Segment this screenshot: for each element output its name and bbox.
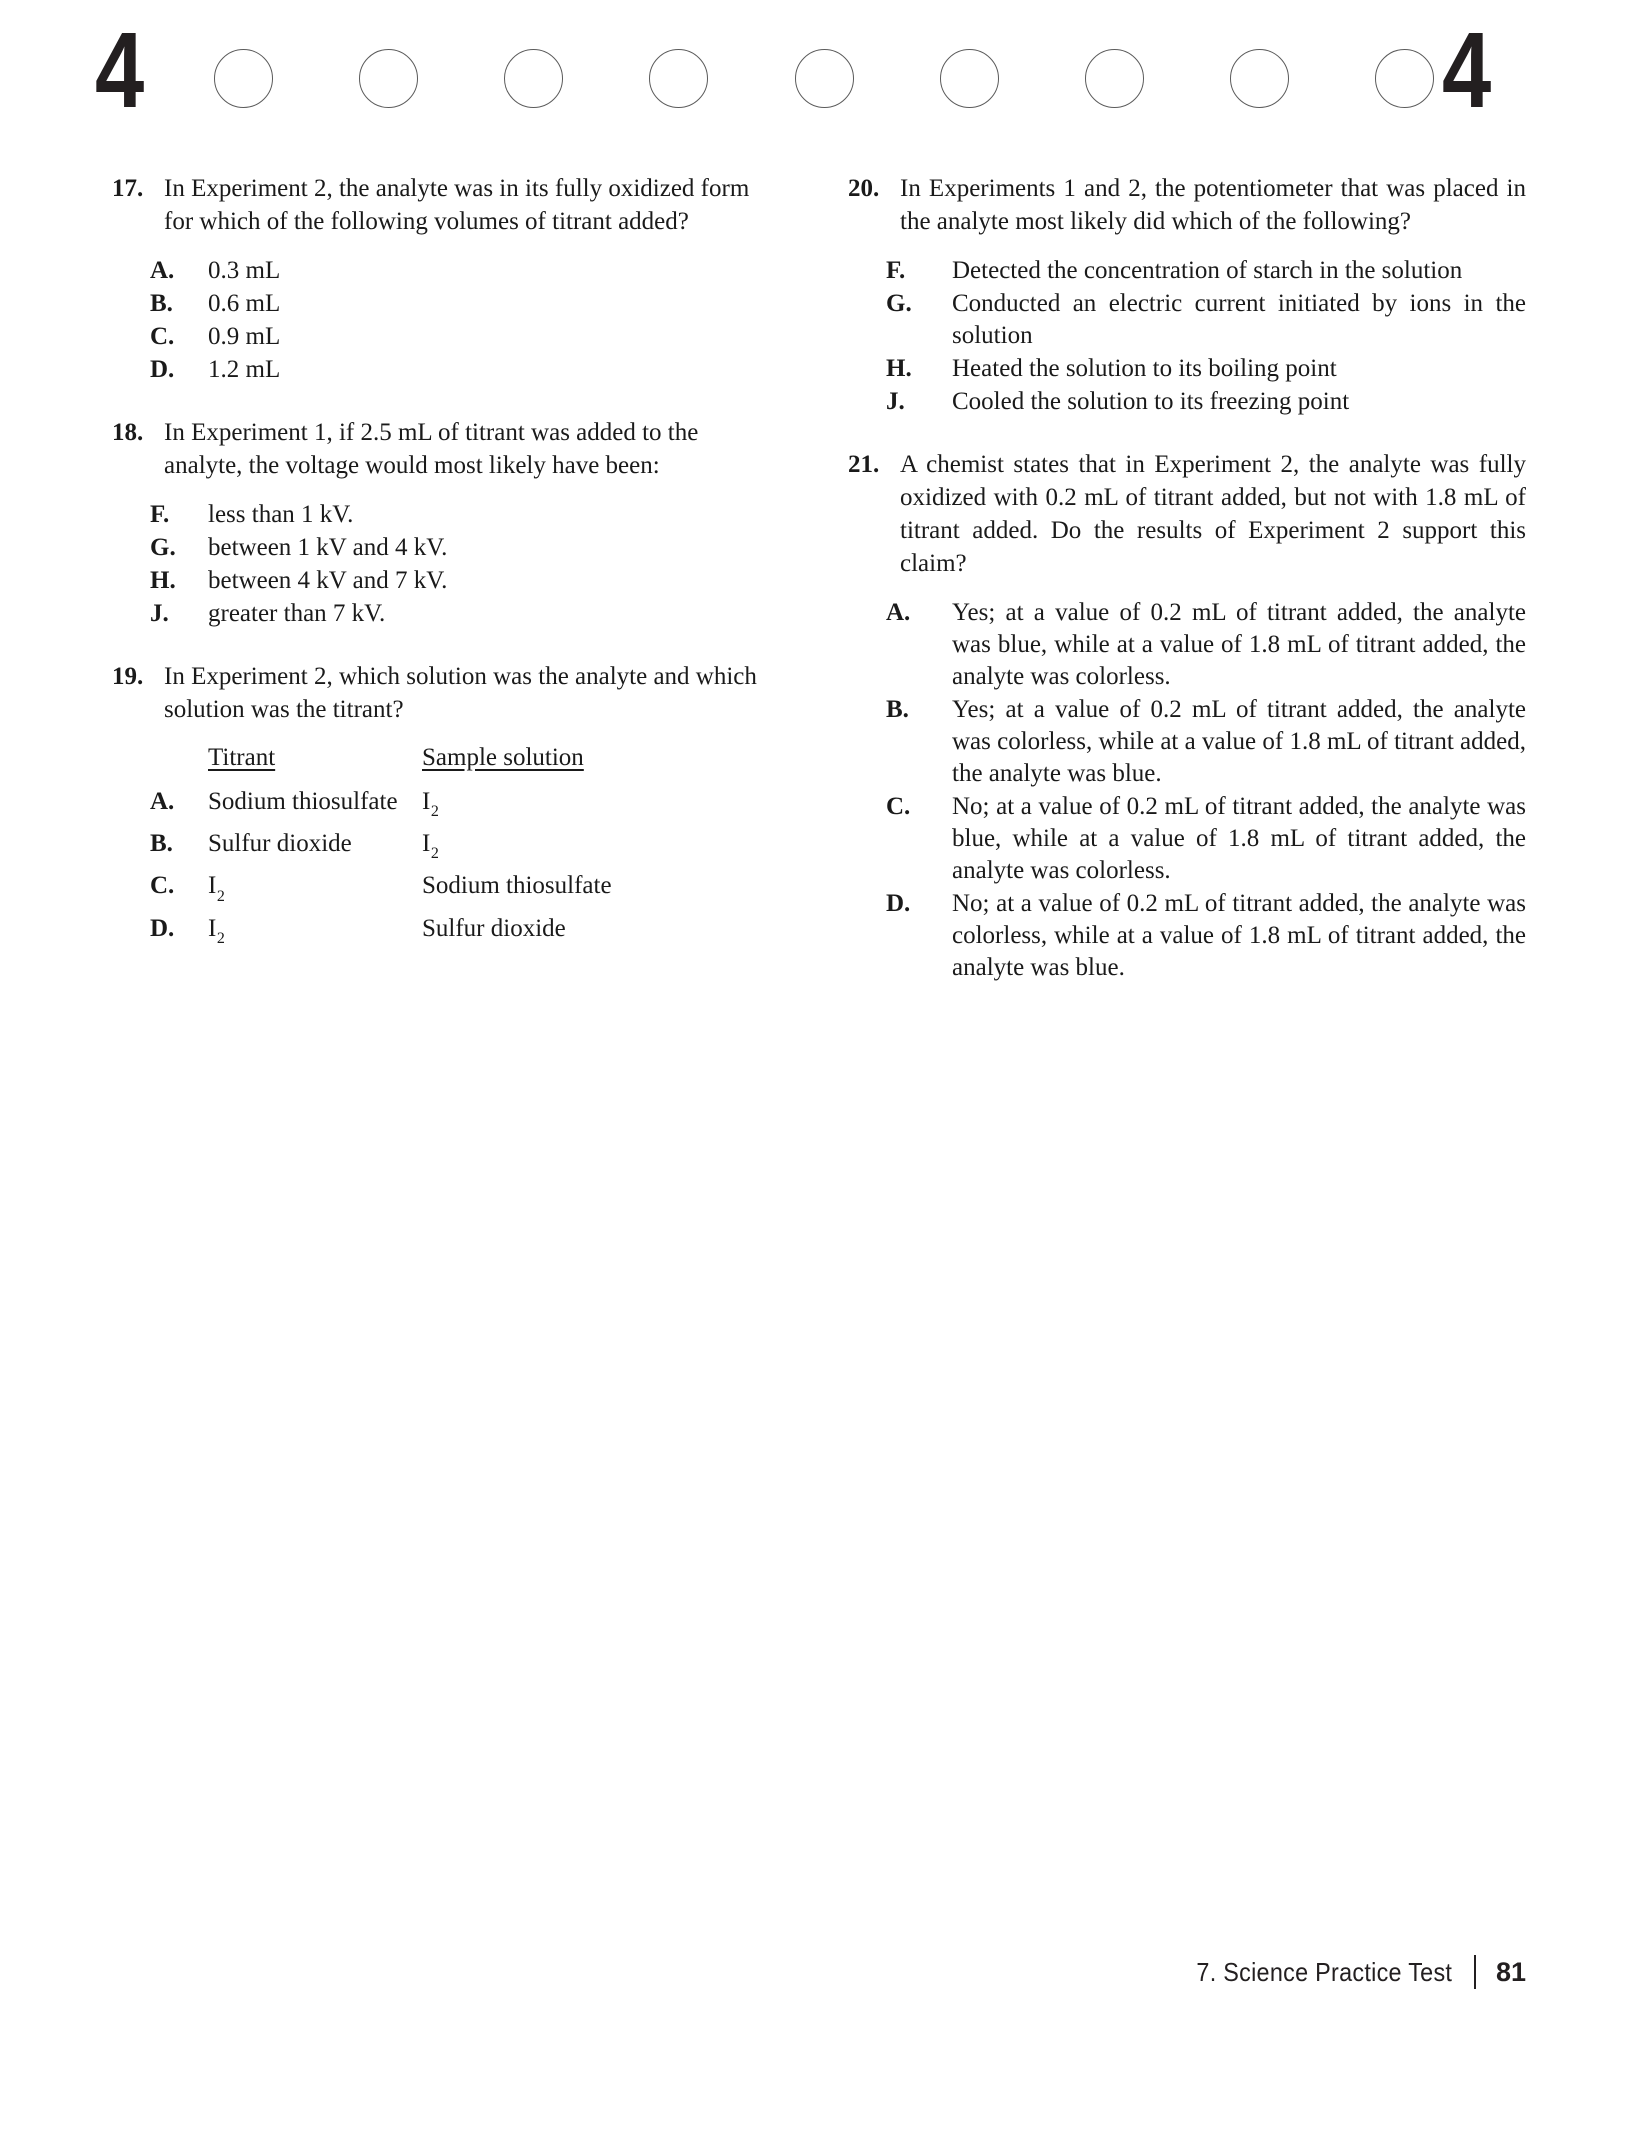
- question-18-options: [112, 499, 782, 630]
- option-17-c[interactable]: [150, 321, 782, 353]
- bubble-circle-7: [1085, 49, 1144, 108]
- option-letter: J.: [150, 600, 169, 627]
- column-right: [848, 172, 1526, 1014]
- bubble-circle-6: [940, 49, 999, 108]
- matrix-header-titrant: Titrant: [208, 744, 276, 771]
- matrix-cell-sample-value: I: [422, 788, 431, 815]
- question-19-head: [112, 660, 782, 726]
- footer-page-number: 81: [1495, 1956, 1526, 1987]
- option-19-a[interactable]: [150, 786, 782, 828]
- option-19-c[interactable]: [150, 870, 782, 912]
- question-20: [848, 172, 1526, 418]
- option-letter: B.: [886, 696, 909, 723]
- option-text: Yes; at a value of 0.2 mL of titrant added, the analyte was colorless, while at a value of 1.8 mL of titrant added, the analyte was blue.: [952, 696, 1526, 787]
- question-21: [848, 448, 1526, 984]
- matrix-cell-sample-subscript: [612, 888, 613, 905]
- option-letter: F.: [150, 501, 170, 528]
- matrix-header-spacer: [150, 742, 208, 774]
- question-17-options: [112, 255, 782, 386]
- option-letter: A.: [150, 257, 175, 284]
- option-letter: F.: [886, 257, 906, 284]
- question-20-number: 20.: [848, 175, 880, 202]
- option-17-b[interactable]: [150, 288, 782, 320]
- matrix-cell-sample-subscript: 2: [430, 845, 439, 863]
- question-17: [112, 172, 782, 386]
- bubble-circle-4: [649, 49, 708, 108]
- option-text: 0.9 mL: [208, 323, 281, 350]
- matrix-cell-sample-value: Sulfur dioxide: [422, 914, 566, 942]
- column-left: [112, 172, 782, 985]
- question-17-number: 17.: [112, 175, 144, 202]
- matrix-cell-titrant-subscript: [398, 803, 399, 820]
- matrix-cell-titrant-value: Sodium thiosulfate: [208, 788, 398, 815]
- option-18-g[interactable]: [150, 532, 782, 564]
- matrix-cell-sample-value: Sodium thiosulfate: [422, 872, 612, 900]
- option-18-f[interactable]: [150, 499, 782, 531]
- question-19: [112, 660, 782, 955]
- matrix-header-sample-solution: Sample solution: [422, 744, 584, 771]
- matrix-cell-titrant-value: I: [208, 914, 217, 942]
- bubble-circle-1: [214, 49, 273, 108]
- section-number-right: 4: [1442, 9, 1490, 130]
- option-text: Yes; at a value of 0.2 mL of titrant added, the analyte was blue, while at a value of 1.8 mL of titrant added, the analyte was colorless.: [952, 599, 1526, 690]
- question-21-number: 21.: [848, 451, 880, 478]
- option-text: greater than 7 kV.: [208, 600, 386, 627]
- question-20-head: [848, 172, 1526, 238]
- question-21-stem: A chemist states that in Experiment 2, the analyte was fully oxidized with 0.2 mL of titrant added, but not with 1.8 mL of titrant added. Do the results of Experiment 2 support this claim?: [900, 451, 1526, 577]
- option-text: Detected the concentration of starch in the solution: [952, 257, 1463, 284]
- option-letter: C.: [150, 872, 175, 900]
- question-18-head: [112, 416, 782, 482]
- option-19-d[interactable]: [150, 913, 782, 955]
- matrix-cell-sample: [422, 913, 782, 955]
- option-letter: H.: [150, 567, 176, 594]
- matrix-cell-titrant: [208, 870, 422, 912]
- question-18-stem: In Experiment 1, if 2.5 mL of titrant was added to the analyte, the voltage would most likely have been:: [164, 419, 699, 479]
- matrix-cell-titrant-value: Sulfur dioxide: [208, 830, 352, 858]
- question-21-head: [848, 448, 1526, 580]
- question-19-number: 19.: [112, 663, 144, 690]
- matrix-cell-titrant-subscript: [352, 845, 353, 862]
- question-17-stem: In Experiment 2, the analyte was in its fully oxidized form for which of the following volumes of titrant added?: [164, 175, 750, 235]
- matrix-header-row: [150, 742, 782, 774]
- option-18-h[interactable]: [150, 565, 782, 597]
- matrix-cell-titrant: [208, 786, 422, 828]
- page-header: [90, 9, 1530, 132]
- question-18: [112, 416, 782, 630]
- question-20-stem: In Experiments 1 and 2, the potentiometer that was placed in the analyte most likely did which of the following?: [900, 175, 1526, 235]
- option-21-a[interactable]: [886, 597, 1526, 693]
- option-letter: D.: [886, 890, 911, 917]
- option-17-a[interactable]: [150, 255, 782, 287]
- question-21-options: [848, 597, 1526, 984]
- bubble-circle-8: [1230, 49, 1289, 108]
- question-17-head: [112, 172, 782, 238]
- option-20-g[interactable]: [886, 288, 1526, 352]
- option-letter: G.: [150, 534, 176, 561]
- option-letter: D.: [150, 914, 175, 942]
- matrix-cell-titrant-subscript: 2: [216, 887, 225, 905]
- option-text: less than 1 kV.: [208, 501, 354, 528]
- option-18-j[interactable]: [150, 598, 782, 630]
- option-text: No; at a value of 0.2 mL of titrant added, the analyte was blue, while at a value of 1.8 mL of titrant added, the analyte was colorless.: [952, 793, 1526, 884]
- option-letter: B.: [150, 290, 173, 317]
- matrix-cell-sample-value: I: [422, 830, 431, 858]
- option-21-d[interactable]: [886, 888, 1526, 984]
- option-text: 0.3 mL: [208, 257, 281, 284]
- footer-divider: [1474, 1955, 1476, 1989]
- option-21-b[interactable]: [886, 694, 1526, 790]
- question-18-number: 18.: [112, 419, 144, 446]
- option-letter: C.: [150, 323, 175, 350]
- matrix-cell-sample-subscript: 2: [430, 803, 439, 821]
- option-19-b[interactable]: [150, 828, 782, 870]
- option-text: Conducted an electric current initiated by ions in the solution: [952, 290, 1526, 349]
- matrix-cell-sample: [422, 828, 782, 870]
- section-number-left: 4: [95, 9, 143, 130]
- option-20-h[interactable]: [886, 353, 1526, 385]
- option-letter: A.: [886, 599, 911, 626]
- matrix-cell-titrant: [208, 828, 422, 870]
- option-letter: C.: [886, 793, 911, 820]
- bubble-circle-9: [1375, 49, 1434, 108]
- option-text: Cooled the solution to its freezing point: [952, 388, 1350, 415]
- option-text: No; at a value of 0.2 mL of titrant added, the analyte was colorless, while at a value of 1.8 mL of titrant added, the analyte was blue.: [952, 890, 1526, 981]
- matrix-cell-sample: [422, 870, 782, 912]
- footer-section-label: 7. Science Practice Test: [1196, 1956, 1452, 1987]
- question-19-matrix: [112, 742, 782, 955]
- option-text: between 4 kV and 7 kV.: [208, 567, 448, 594]
- matrix-cell-titrant: [208, 913, 422, 955]
- option-17-d[interactable]: [150, 354, 782, 386]
- matrix-cell-sample-subscript: [566, 930, 567, 947]
- option-letter: G.: [886, 290, 912, 317]
- bubble-row: [214, 47, 1434, 109]
- bubble-circle-3: [504, 49, 563, 108]
- matrix-cell-titrant-subscript: 2: [216, 929, 225, 947]
- option-letter: A.: [150, 788, 175, 815]
- option-20-f[interactable]: [886, 255, 1526, 287]
- page-footer: [0, 1955, 1526, 1989]
- bubble-circle-5: [795, 49, 854, 108]
- option-text: between 1 kV and 4 kV.: [208, 534, 448, 561]
- question-20-options: [848, 255, 1526, 418]
- option-text: 1.2 mL: [208, 356, 281, 383]
- question-19-stem: In Experiment 2, which solution was the analyte and which solution was the titrant?: [164, 663, 757, 723]
- bubble-circle-2: [359, 49, 418, 108]
- option-20-j[interactable]: [886, 386, 1526, 418]
- option-text: 0.6 mL: [208, 290, 281, 317]
- option-letter: D.: [150, 356, 175, 383]
- option-text: Heated the solution to its boiling point: [952, 355, 1337, 382]
- matrix-cell-titrant-value: I: [208, 872, 217, 900]
- option-letter: H.: [886, 355, 912, 382]
- option-letter: J.: [886, 388, 905, 415]
- matrix-cell-sample: [422, 786, 782, 828]
- option-letter: B.: [150, 830, 173, 858]
- option-21-c[interactable]: [886, 791, 1526, 887]
